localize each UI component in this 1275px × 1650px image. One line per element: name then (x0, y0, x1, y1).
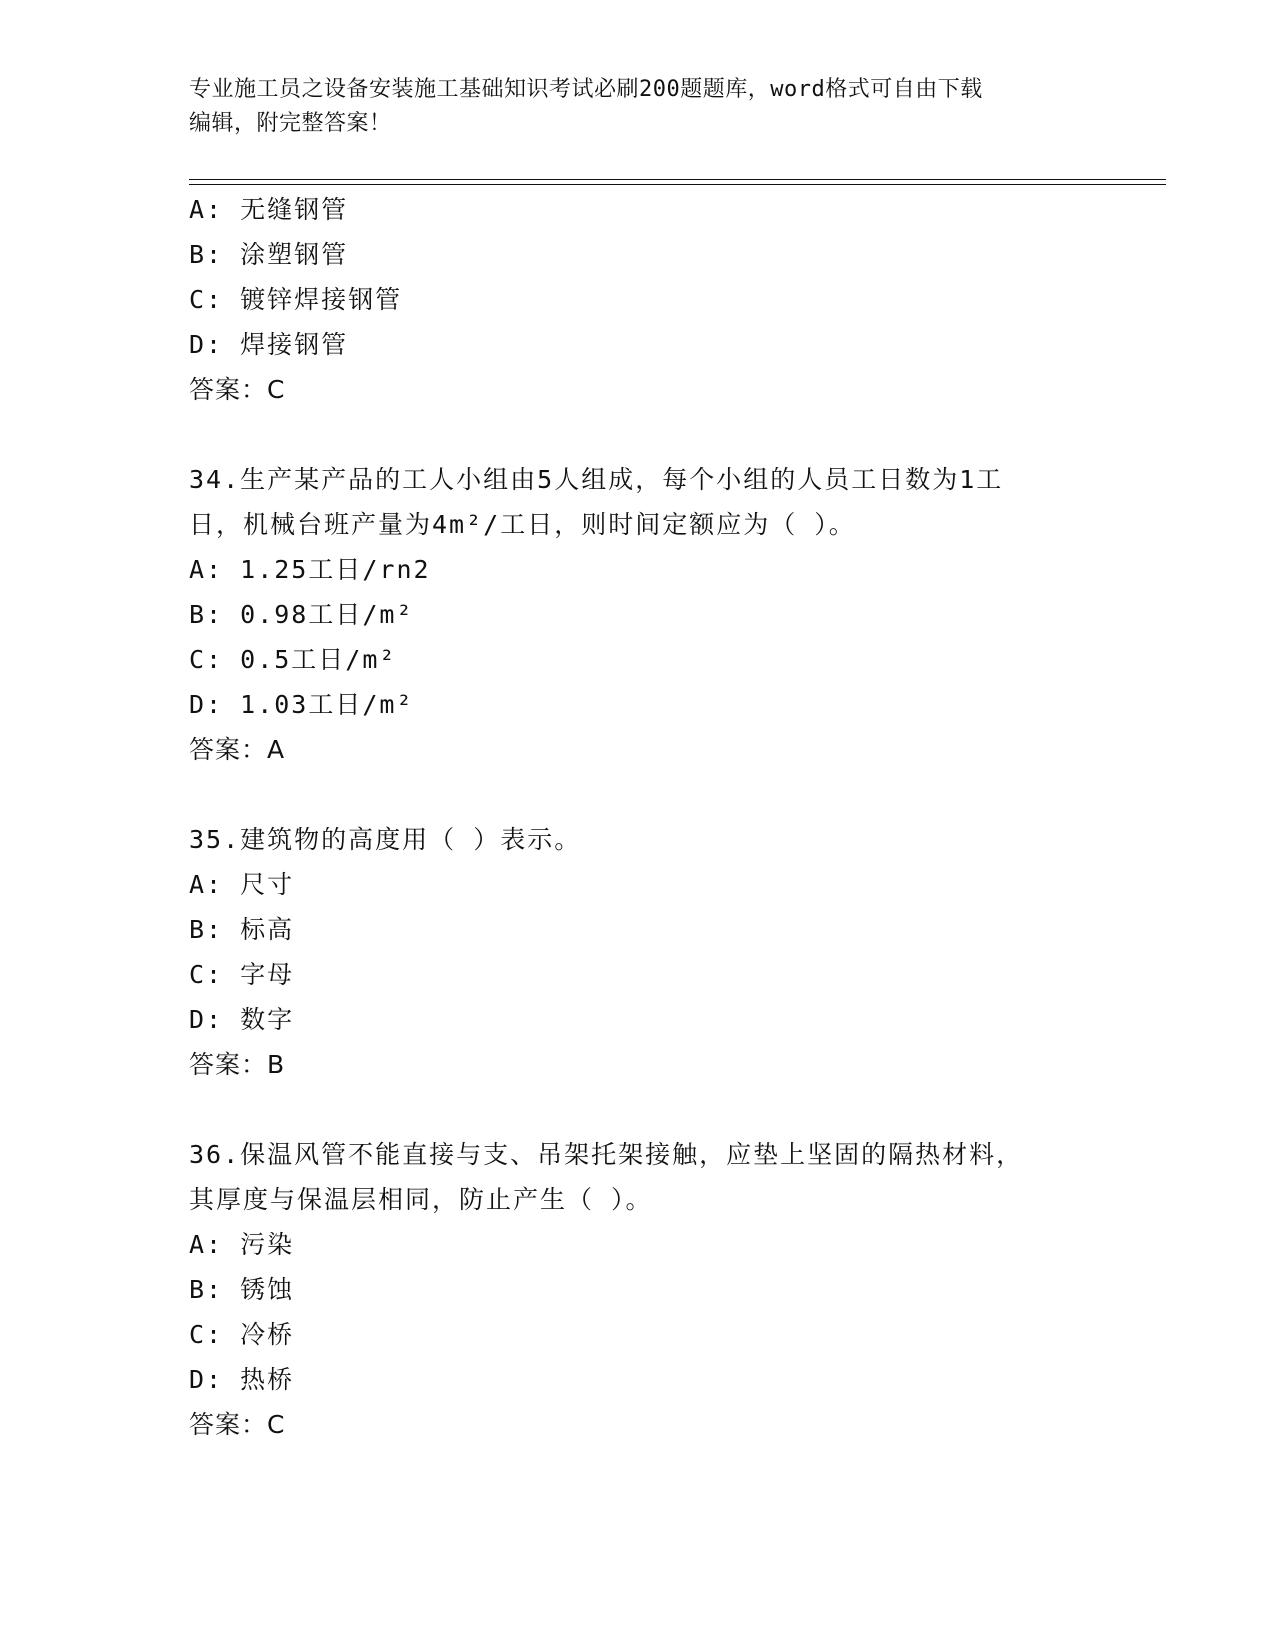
q36-option-b: B: 锈蚀 (189, 1275, 295, 1304)
q34-option-c: C: 0.5工日/m² (189, 645, 397, 674)
q35-option-d: D: 数字 (189, 1005, 295, 1034)
q36-stem-line-2: 其厚度与保温层相同，防止产生（ ）。 (189, 1185, 653, 1214)
q35-stem-line-1: 35.建筑物的高度用（ ）表示。 (189, 825, 582, 854)
q35-option-b: B: 标高 (189, 915, 295, 944)
header-divider-top (189, 179, 1166, 180)
q35-answer: 答案：B (189, 1050, 286, 1079)
q36-option-a: A: 污染 (189, 1230, 295, 1259)
q33-option-b: B: 涂塑钢管 (189, 240, 349, 269)
q36-answer: 答案：C (189, 1410, 286, 1439)
document-header (189, 73, 1069, 141)
q33-answer: 答案：C (189, 375, 286, 404)
q34-stem-line-2: 日，机械台班产量为4m²/工日，则时间定额应为（ ）。 (189, 510, 856, 539)
q35-option-a: A: 尺寸 (189, 870, 295, 899)
q35-option-c: C: 字母 (189, 960, 295, 989)
q33-option-d: D: 焊接钢管 (189, 330, 349, 359)
q34-option-b: B: 0.98工日/m² (189, 600, 414, 629)
q36-option-d: D: 热桥 (189, 1365, 295, 1394)
q36-stem-line-1: 36.保温风管不能直接与支、吊架托架接触，应垫上坚固的隔热材料， (189, 1140, 1024, 1169)
q34-stem-line-1: 34.生产某产品的工人小组由5人组成，每个小组的人员工日数为1工 (189, 465, 1004, 494)
header-divider-bottom (189, 184, 1166, 185)
q34-answer: 答案：A (189, 735, 286, 764)
q34-option-a: A: 1.25工日/rn2 (189, 555, 431, 584)
q33-option-c: C: 镀锌焊接钢管 (189, 285, 403, 314)
q36-option-c: C: 冷桥 (189, 1320, 295, 1349)
header-line-2: 编辑，附完整答案！ (189, 111, 392, 136)
header-line-1: 专业施工员之设备安装施工基础知识考试必刷200题题库，word格式可自由下载 (189, 77, 983, 102)
q33-option-a: A: 无缝钢管 (189, 195, 349, 224)
q34-option-d: D: 1.03工日/m² (189, 690, 414, 719)
